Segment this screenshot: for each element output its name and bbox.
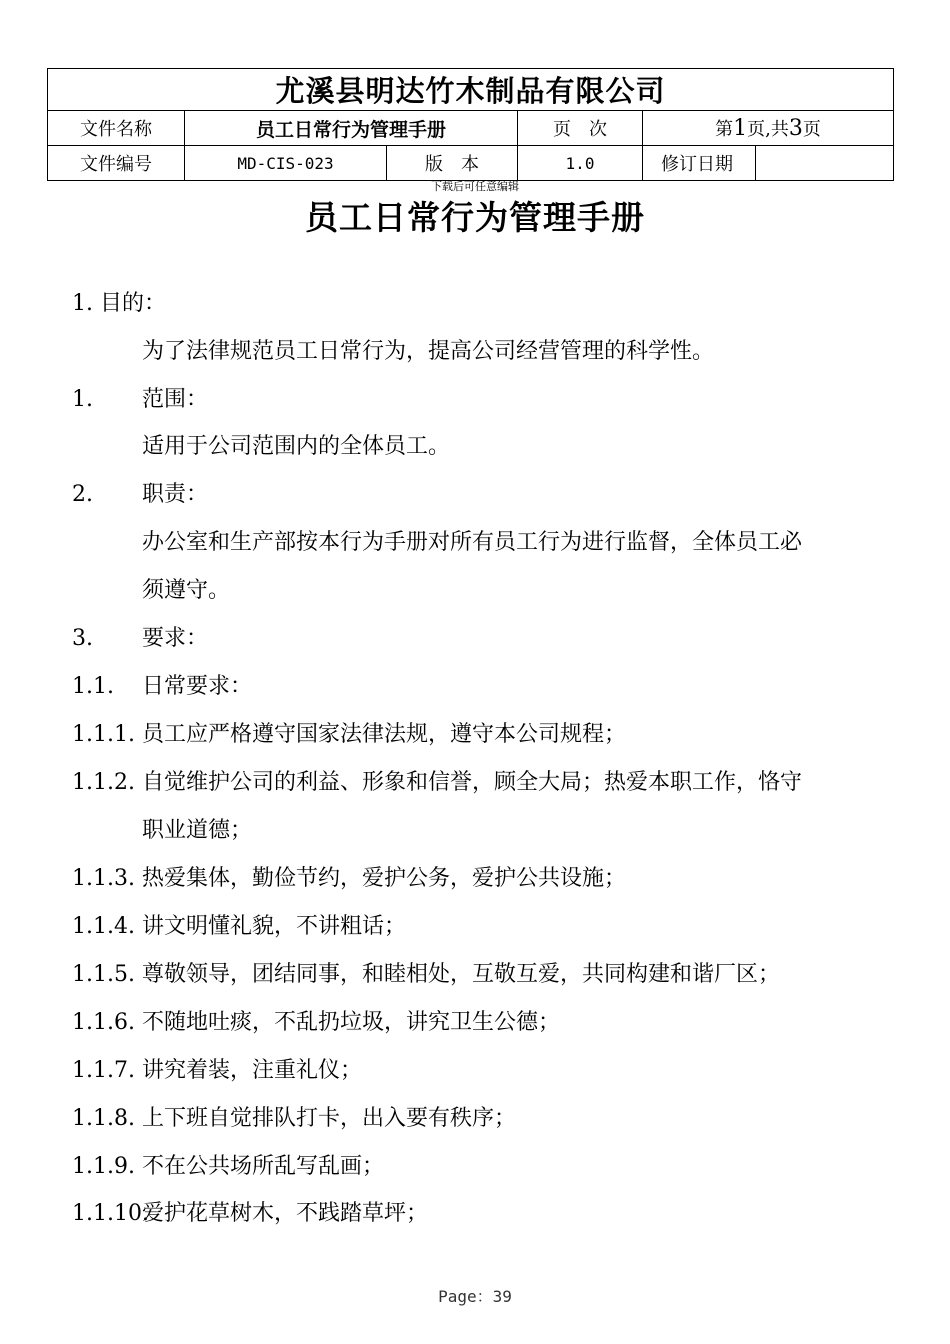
line-text: 范围： — [142, 387, 209, 412]
file-name-value: 员工日常行为管理手册 — [185, 111, 518, 146]
version-value: 1.0 — [518, 146, 643, 181]
page-current: 1 — [733, 116, 748, 141]
line-text: 不在公共场所乱写乱画； — [142, 1154, 385, 1179]
page-info — [643, 111, 894, 146]
line-text: 尊敬领导，团结同事，和睦相处，互敬互爱，共同构建和谐厂区； — [142, 962, 781, 987]
line-number: 1.1.8. — [72, 1106, 135, 1131]
page-middle: 页,共 — [747, 119, 789, 140]
line-number: 1. 目的： — [72, 291, 166, 316]
revision-date-value — [756, 146, 894, 181]
company-name: 尤溪县明达竹木制品有限公司 — [48, 69, 894, 111]
page-prefix: 第 — [715, 119, 734, 140]
line-text: 要求： — [142, 626, 209, 651]
line-text: 适用于公司范围内的全体员工。 — [142, 434, 451, 459]
line-text: 不随地吐痰，不乱扔垃圾，讲究卫生公德； — [142, 1010, 561, 1035]
line-number: 1.1.10. — [72, 1201, 149, 1226]
file-no-value: MD-CIS-023 — [185, 146, 387, 181]
line-text: 办公室和生产部按本行为手册对所有员工行为进行监督，全体员工必 — [142, 530, 803, 555]
line-number: 3. — [72, 626, 93, 651]
line-number: 1.1.6. — [72, 1010, 135, 1035]
line-text: 日常要求： — [142, 674, 253, 699]
line-number: 1.1. — [72, 674, 114, 699]
page-total: 3 — [788, 116, 803, 141]
line-number: 1.1.9. — [72, 1154, 135, 1179]
line-text: 须遵守。 — [142, 578, 231, 603]
document-header-table — [47, 68, 894, 181]
file-no-label: 文件编号 — [48, 146, 185, 181]
line-number: 1.1.3. — [72, 866, 135, 891]
line-number: 2. — [72, 482, 93, 507]
line-number: 1.1.1. — [72, 722, 135, 747]
line-text: 自觉维护公司的利益、形象和信誉，顾全大局；热爱本职工作，恪守 — [142, 770, 803, 795]
page-suffix: 页 — [802, 119, 821, 140]
line-text: 职责： — [142, 482, 209, 507]
line-number: 1.1.5. — [72, 962, 135, 987]
line-text: 讲究着装，注重礼仪； — [142, 1058, 363, 1083]
line-number: 1.1.4. — [72, 914, 135, 939]
file-name-label: 文件名称 — [48, 111, 185, 146]
line-text: 热爱集体，勤俭节约，爱护公务，爱护公共设施； — [142, 866, 627, 891]
edit-note: 下载后可任意编辑 — [431, 180, 519, 193]
line-text: 上下班自觉排队打卡，出入要有秩序； — [142, 1106, 517, 1131]
revision-date-label: 修订日期 — [643, 146, 756, 181]
page-label: 页 次 — [518, 111, 643, 146]
page-footer: Page：39 — [438, 1287, 512, 1306]
line-text: 为了法律规范员工日常行为，提高公司经营管理的科学性。 — [142, 339, 715, 364]
line-text: 讲文明懂礼貌，不讲粗话； — [142, 914, 407, 939]
line-text: 爱护花草树木，不践踏草坪； — [142, 1201, 429, 1226]
line-number: 1.1.2. — [72, 770, 135, 795]
version-label: 版 本 — [387, 146, 518, 181]
line-number: 1. — [72, 387, 93, 412]
line-text: 职业道德； — [142, 818, 253, 843]
document-title: 员工日常行为管理手册 — [305, 198, 645, 237]
line-text: 员工应严格遵守国家法律法规，遵守本公司规程； — [142, 722, 627, 747]
line-number: 1.1.7. — [72, 1058, 135, 1083]
